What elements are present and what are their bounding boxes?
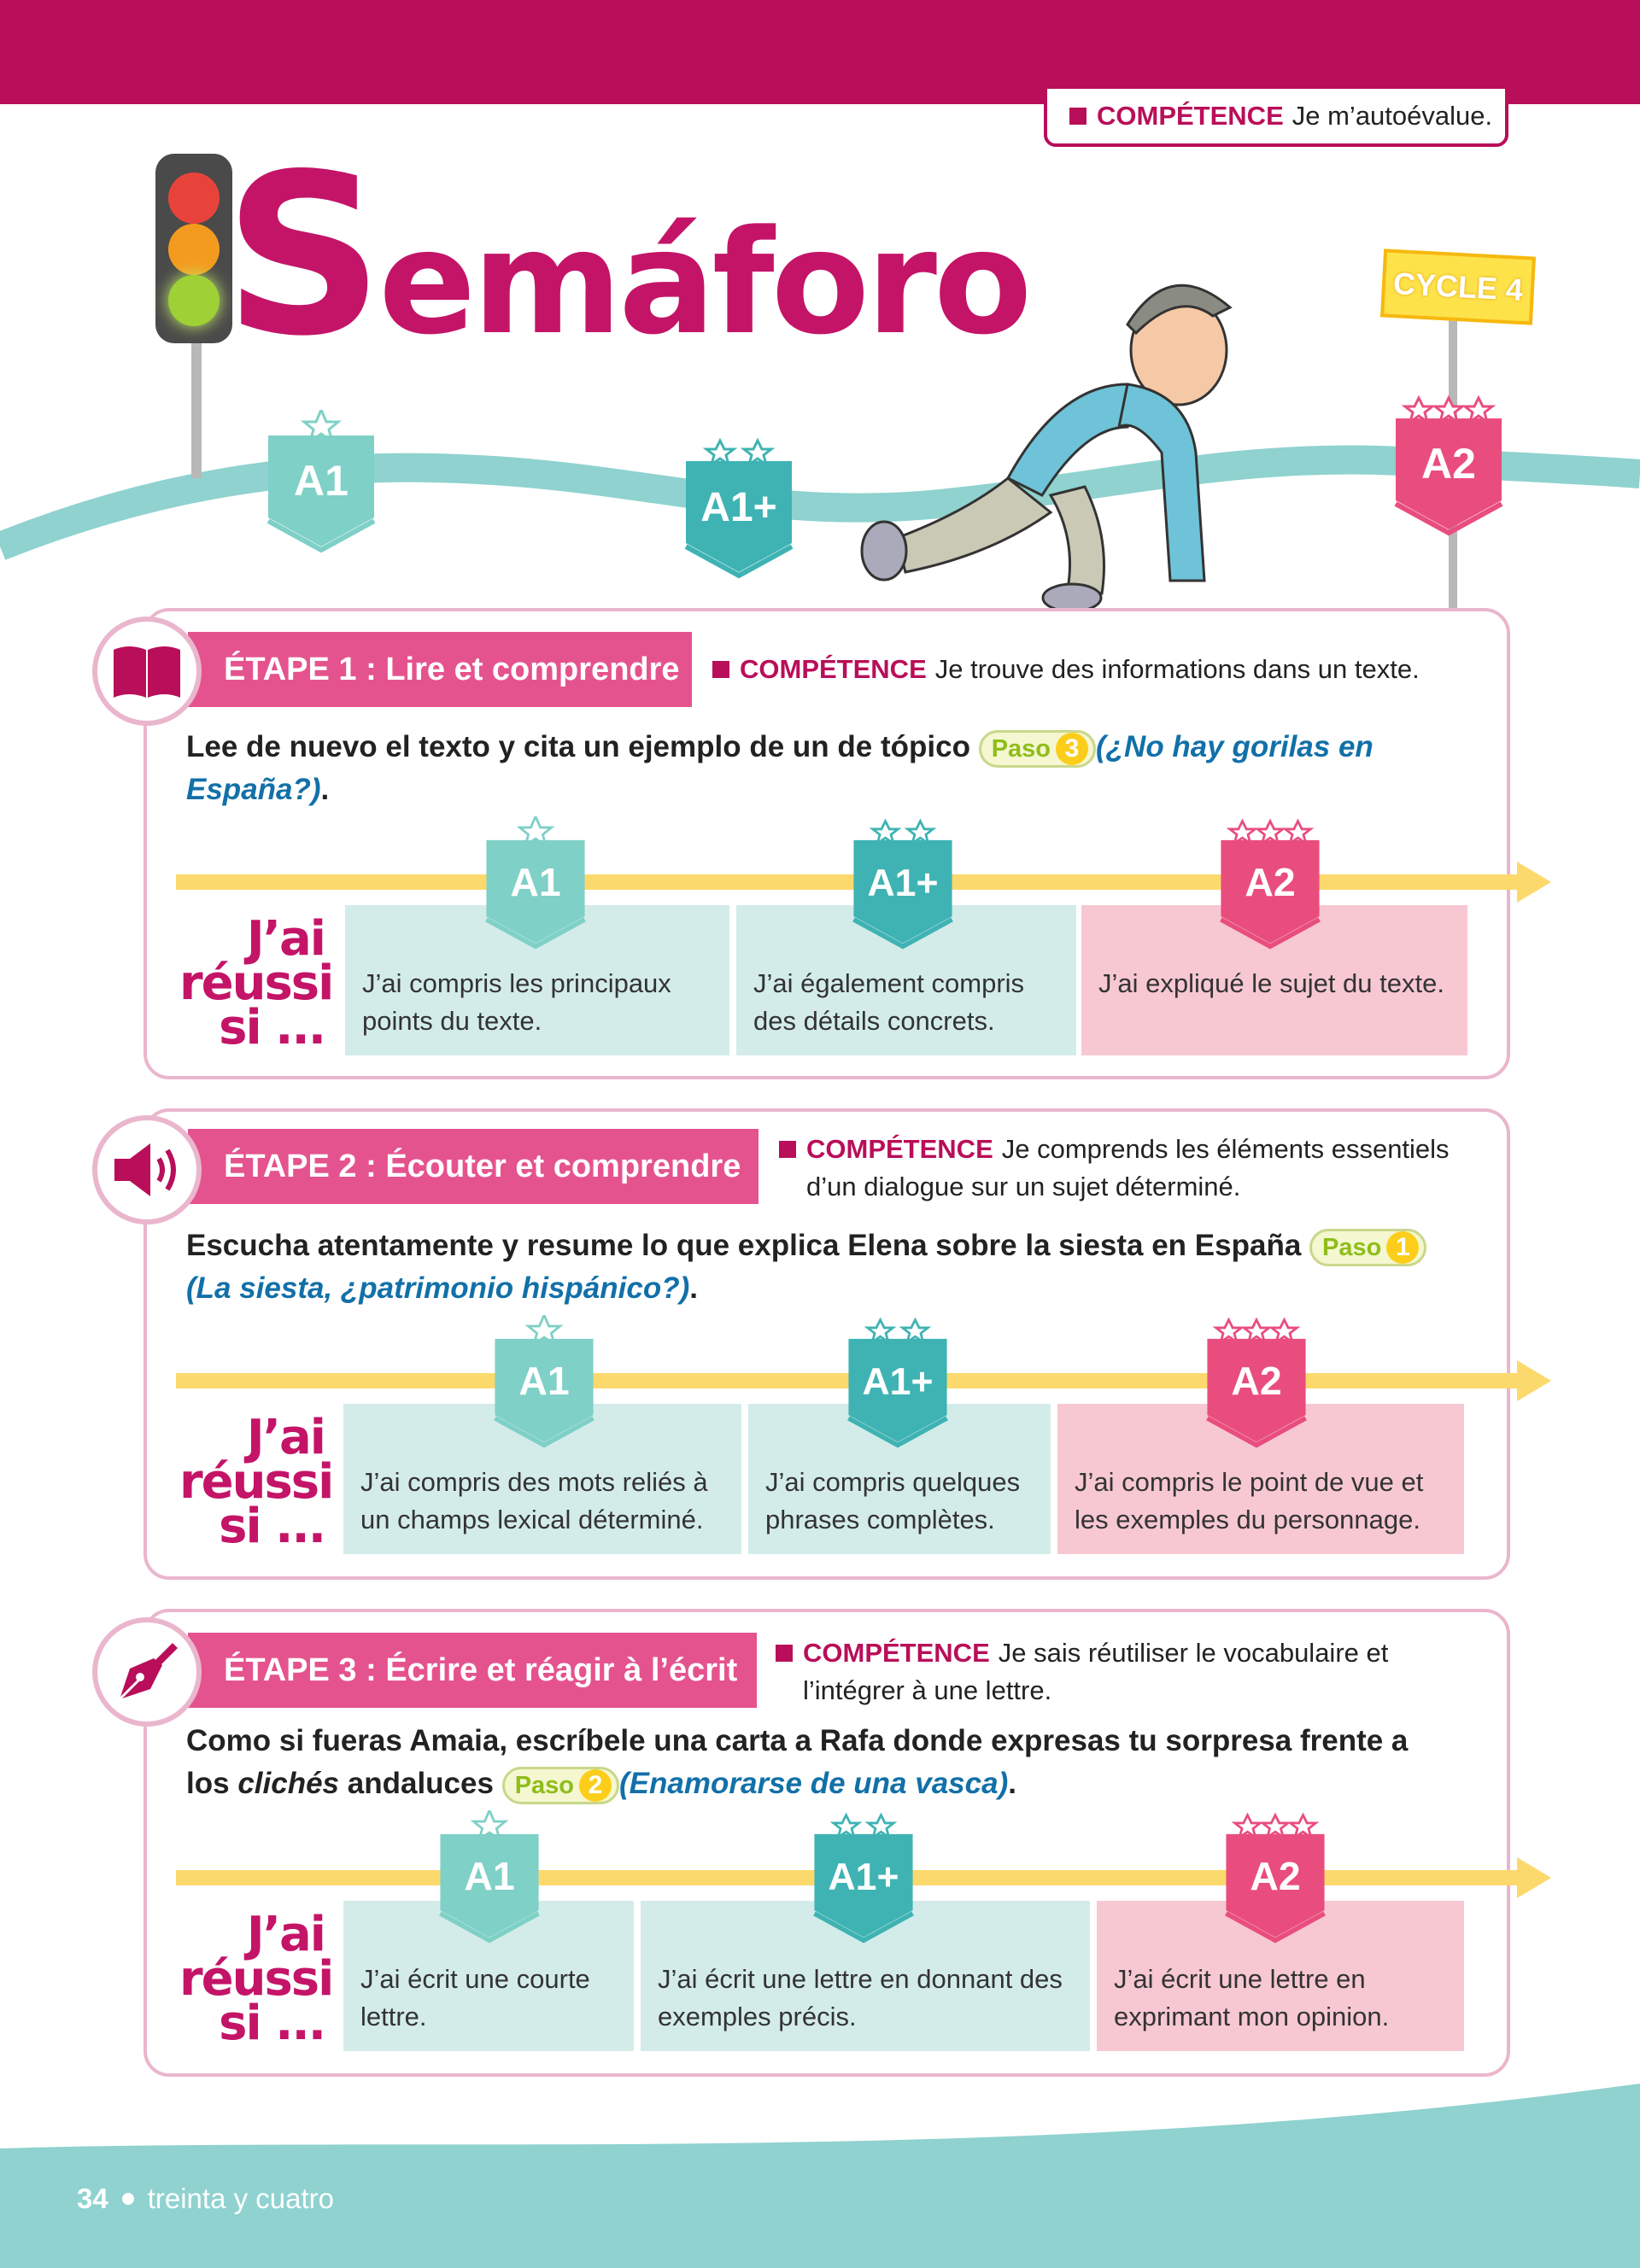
level-badge-a2 xyxy=(1215,816,1326,951)
square-bullet-icon xyxy=(1069,108,1086,125)
criteria-cell-a2: J’ai écrit une lettre en exprimant mon opinion. xyxy=(1097,1901,1464,2051)
page-title: Semáforo xyxy=(224,127,1029,385)
jai-reussi-label: J’ai réussi si ... xyxy=(179,1907,333,2051)
page-number-words: treinta y cuatro xyxy=(147,2183,334,2214)
criteria-cell-a1: J’ai compris les principaux points du texte. xyxy=(345,905,729,1055)
svg-text:A1: A1 xyxy=(518,1358,570,1403)
svg-text:A1+: A1+ xyxy=(867,862,939,904)
level-badge-a1plus xyxy=(842,1315,953,1450)
criteria-cell-a2: J’ai expliqué le sujet du texte. xyxy=(1081,905,1467,1055)
paso-badge: Paso 1 xyxy=(1309,1229,1426,1266)
level-badge-a1plus xyxy=(847,816,958,951)
level-badge-a2 xyxy=(1220,1810,1331,1945)
pen-nib-icon xyxy=(113,1638,181,1706)
page-footer xyxy=(77,2183,334,2215)
etape-2-competence: COMPÉTENCE Je comprends les éléments essentiels d’un dialogue sur un sujet déterminé. xyxy=(779,1131,1479,1206)
criteria-cell-a1: J’ai compris des mots reliés à un champs lexical déterminé. xyxy=(343,1404,741,1554)
track-arrow-icon xyxy=(1517,1857,1551,1898)
level-badge-a1 xyxy=(434,1810,545,1945)
etape-3-icon-circle xyxy=(92,1617,202,1727)
track-arrow-icon xyxy=(1517,862,1551,903)
level-badge-a2 xyxy=(1201,1315,1312,1450)
criteria-cell-a1plus: J’ai écrit une lettre en donnant des exemples précis. xyxy=(641,1901,1090,2051)
etape-1-competence: COMPÉTENCE Je trouve des informations dans un texte. xyxy=(712,651,1481,688)
competence-text: Je m’autoévalue. xyxy=(1292,101,1493,131)
competence-keyword: COMPÉTENCE xyxy=(1097,101,1284,131)
bullet-dot-icon xyxy=(122,2193,134,2205)
square-bullet-icon xyxy=(712,661,729,678)
criteria-cell-a1plus: J’ai compris quelques phrases complètes. xyxy=(748,1404,1051,1554)
jai-reussi-label: J’ai réussi si ... xyxy=(179,1410,333,1554)
level-badge-a1plus xyxy=(808,1810,919,1945)
svg-text:A2: A2 xyxy=(1245,859,1296,904)
traffic-light-icon xyxy=(155,154,232,343)
etape-3-label: ÉTAPE 3 : Écrire et réagir à l’écrit xyxy=(188,1633,757,1708)
etape-3-competence: COMPÉTENCE Je sais réutiliser le vocabulaire et l’intégrer à une lettre. xyxy=(776,1634,1459,1710)
book-icon xyxy=(110,643,184,699)
svg-text:A1: A1 xyxy=(464,1853,515,1898)
paso-badge: Paso 2 xyxy=(502,1767,619,1804)
competence-header xyxy=(1044,85,1508,147)
level-badge-a1 xyxy=(480,816,591,951)
criteria-cell-a1: J’ai écrit une courte lettre. xyxy=(343,1901,634,2051)
paso-badge: Paso 3 xyxy=(979,730,1096,768)
svg-text:A2: A2 xyxy=(1421,440,1476,488)
speaker-icon xyxy=(111,1140,183,1200)
svg-text:A1: A1 xyxy=(294,457,348,505)
etape-2-label: ÉTAPE 2 : Écouter et comprendre xyxy=(188,1129,758,1204)
criteria-cell-a1plus: J’ai également compris des détails concrets. xyxy=(736,905,1076,1055)
svg-text:A1+: A1+ xyxy=(700,485,777,530)
svg-text:A1+: A1+ xyxy=(862,1360,934,1403)
header-badge-a1plus xyxy=(679,435,799,581)
square-bullet-icon xyxy=(776,1645,793,1662)
traffic-light-pole xyxy=(191,324,202,478)
level-badge-a1 xyxy=(489,1315,600,1450)
etape-1-instruction: Lee de nuevo el texto y cita un ejemplo de un de tópico Paso 3 (¿No hay gorilas en España?). xyxy=(186,730,1374,806)
square-bullet-icon xyxy=(779,1141,796,1158)
runner-boy-illustration xyxy=(846,256,1273,632)
criteria-cell-a2: J’ai compris le point de vue et les exemples du personnage. xyxy=(1057,1404,1464,1554)
etape-2-icon-circle xyxy=(92,1115,202,1225)
footer-wave xyxy=(0,2084,1640,2268)
jai-reussi-label: J’ai réussi si ... xyxy=(179,911,333,1055)
etape-2-instruction: Escucha atentamente y resume lo que explica Elena sobre la siesta en España Paso 1 (La siesta, ¿patrimonio hispánico?). xyxy=(186,1225,1433,1310)
header-badge-a1 xyxy=(261,410,381,555)
cycle-sign: CYCLE 4 xyxy=(1380,248,1536,324)
etape-1-label: ÉTAPE 1 : Lire et comprendre xyxy=(188,632,692,707)
header-badge-a2 xyxy=(1389,393,1508,538)
svg-text:A2: A2 xyxy=(1250,1853,1301,1898)
svg-text:A1+: A1+ xyxy=(828,1856,899,1898)
svg-text:A2: A2 xyxy=(1231,1358,1282,1403)
page-number: 34 xyxy=(77,2183,108,2214)
svg-text:A1: A1 xyxy=(510,859,561,904)
etape-1-icon-circle xyxy=(92,617,202,726)
track-arrow-icon xyxy=(1517,1360,1551,1401)
etape-3-instruction: Como si fueras Amaia, escríbele una carta a Rafa donde expresas tu sorpresa frente a los clichés andaluces Paso 2 (Enamorarse de una vasca). xyxy=(186,1720,1433,1805)
